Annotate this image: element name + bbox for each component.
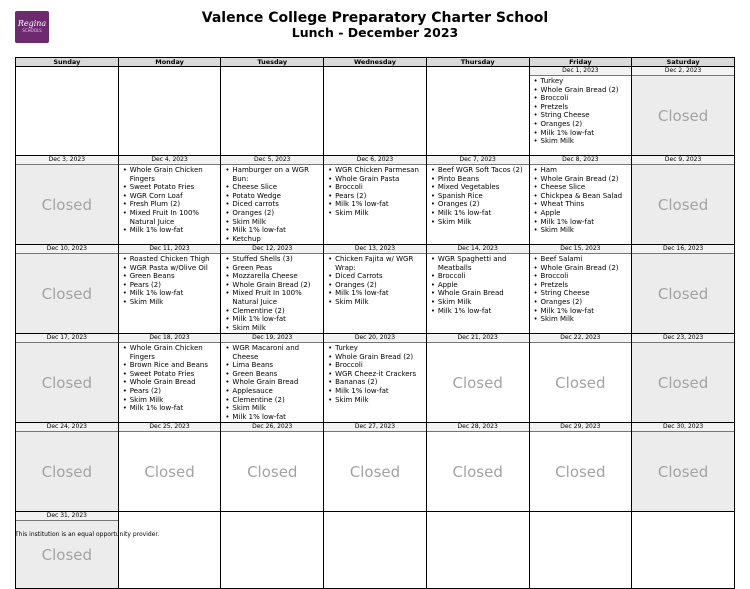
closed-label: Closed	[657, 373, 709, 392]
menu-item: • WGR Spaghetti and Meatballs	[430, 255, 529, 272]
menu-item: • Whole Grain Chicken Fingers	[122, 344, 221, 361]
closed-label: Closed	[247, 462, 298, 481]
menu-item: • Milk 1% low-fat	[533, 307, 632, 316]
menu-item: • Brown Rice and Beans	[122, 361, 221, 370]
menu-body	[119, 165, 221, 244]
weekday-sunday: Sunday	[16, 58, 119, 67]
menu-item: • Milk 1% low-fat	[224, 315, 323, 324]
menu-item: • WGR Cheez-it Crackers	[327, 370, 426, 379]
menu-item: • Mixed Fruit In 100% Natural Juice	[122, 209, 221, 226]
menu-body	[324, 165, 426, 244]
menu-item: • Whole Grain Bread	[122, 378, 221, 387]
closed-label: Closed	[452, 373, 503, 392]
empty-day-cell	[324, 67, 427, 156]
menu-body	[530, 76, 632, 155]
day-cell	[221, 156, 324, 245]
menu-item: • Fresh Plum (2)	[122, 200, 221, 209]
closed-label: Closed	[41, 462, 93, 481]
menu-item: • Apple	[533, 209, 632, 218]
day-date: Dec 13, 2023	[324, 245, 426, 254]
menu-body	[119, 343, 221, 422]
day-date: Dec 14, 2023	[427, 245, 529, 254]
closed-day	[16, 254, 118, 333]
day-date: Dec 15, 2023	[530, 245, 632, 254]
closed-day	[119, 432, 221, 511]
week-row	[16, 512, 735, 589]
menu-body	[427, 254, 529, 333]
menu-item: • WGR Chicken Parmesan	[327, 166, 426, 175]
menu-item: • Milk 1% low-fat	[430, 209, 529, 218]
weekday-wednesday: Wednesday	[324, 58, 427, 67]
page-title: Valence College Preparatory Charter School	[201, 10, 549, 26]
empty-day-cell	[118, 67, 221, 156]
menu-body	[530, 165, 632, 244]
menu-item: • Mozzarella Cheese	[224, 272, 323, 281]
menu-item: • Wheat Thins	[533, 200, 632, 209]
day-date: Dec 9, 2023	[632, 156, 734, 165]
menu-item: • Whole Grain Bread (2)	[533, 175, 632, 184]
menu-item: • Pretzels	[533, 281, 632, 290]
empty-day-cell	[221, 67, 324, 156]
closed-day	[632, 254, 734, 333]
menu-item: • Oranges (2)	[533, 298, 632, 307]
day-date: Dec 24, 2023	[16, 423, 118, 432]
menu-body	[427, 165, 529, 244]
day-date: Dec 17, 2023	[16, 334, 118, 343]
menu-list	[427, 254, 529, 315]
menu-item: • Oranges (2)	[224, 209, 323, 218]
menu-item: • Broccoli	[327, 183, 426, 192]
menu-body	[324, 254, 426, 333]
menu-item: • Whole Grain Bread (2)	[327, 353, 426, 362]
closed-day	[16, 343, 118, 422]
menu-item: • Sweet Potato Fries	[122, 183, 221, 192]
closed-label: Closed	[41, 284, 93, 303]
day-cell	[529, 334, 632, 423]
weekday-friday: Friday	[529, 58, 632, 67]
menu-item: • Hamburger on a WGR Bun:	[224, 166, 323, 183]
closed-day	[427, 343, 529, 422]
day-date: Dec 8, 2023	[530, 156, 632, 165]
weekday-monday: Monday	[118, 58, 221, 67]
logo-subtext: SCHOOLS	[22, 28, 42, 33]
empty-day-cell	[529, 512, 632, 589]
menu-list	[119, 165, 221, 235]
menu-item: • Cheese Slice	[224, 183, 323, 192]
day-cell	[324, 423, 427, 512]
menu-item: • Milk 1% low-fat	[122, 226, 221, 235]
menu-item: • Skim Milk	[224, 404, 323, 413]
menu-item: • Chicken Fajita w/ WGR Wrap:	[327, 255, 426, 272]
menu-list	[324, 165, 426, 218]
menu-item: • Green Beans	[224, 370, 323, 379]
day-cell	[426, 334, 529, 423]
day-cell	[118, 334, 221, 423]
menu-item: • Lima Beans	[224, 361, 323, 370]
day-date: Dec 22, 2023	[530, 334, 632, 343]
menu-item: • Turkey	[327, 344, 426, 353]
day-cell	[16, 512, 119, 589]
day-cell	[426, 245, 529, 334]
day-cell	[632, 334, 735, 423]
day-cell	[221, 245, 324, 334]
menu-item: • Milk 1% low-fat	[327, 387, 426, 396]
menu-item: • Skim Milk	[533, 137, 632, 146]
menu-item: • Whole Grain Bread	[224, 378, 323, 387]
closed-label: Closed	[657, 284, 709, 303]
day-cell	[632, 67, 735, 156]
menu-item: • Milk 1% low-fat	[224, 226, 323, 235]
day-date: Dec 3, 2023	[16, 156, 118, 165]
day-cell	[16, 334, 119, 423]
day-date: Dec 25, 2023	[119, 423, 221, 432]
closed-label: Closed	[41, 195, 93, 214]
menu-body	[119, 254, 221, 333]
menu-item: • Skim Milk	[122, 298, 221, 307]
day-cell	[632, 245, 735, 334]
week-row	[16, 67, 735, 156]
closed-day	[632, 165, 734, 244]
day-cell	[16, 423, 119, 512]
day-date: Dec 7, 2023	[427, 156, 529, 165]
empty-day-cell	[426, 67, 529, 156]
menu-item: • Skim Milk	[430, 298, 529, 307]
menu-item: • Beef Salami	[533, 255, 632, 264]
day-date: Dec 28, 2023	[427, 423, 529, 432]
menu-list	[530, 254, 632, 324]
day-date: Dec 20, 2023	[324, 334, 426, 343]
menu-item: • Spanish Rice	[430, 192, 529, 201]
day-date: Dec 31, 2023	[16, 512, 118, 521]
menu-item: • Whole Grain Pasta	[327, 175, 426, 184]
menu-item: • Milk 1% low-fat	[224, 413, 323, 422]
day-cell	[632, 156, 735, 245]
menu-item: • Skim Milk	[327, 396, 426, 405]
menu-item: • Broccoli	[327, 361, 426, 370]
menu-list	[324, 343, 426, 404]
weekday-thursday: Thursday	[426, 58, 529, 67]
empty-day-cell	[324, 512, 427, 589]
menu-item: • Broccoli	[533, 272, 632, 281]
day-date: Dec 30, 2023	[632, 423, 734, 432]
menu-item: • Broccoli	[533, 94, 632, 103]
menu-body	[324, 343, 426, 422]
menu-item: • Skim Milk	[224, 218, 323, 227]
menu-item: • Whole Grain Bread (2)	[533, 264, 632, 273]
closed-day	[632, 343, 734, 422]
day-cell	[324, 334, 427, 423]
day-date: Dec 27, 2023	[324, 423, 426, 432]
weekday-tuesday: Tuesday	[221, 58, 324, 67]
day-date: Dec 2, 2023	[632, 67, 734, 76]
day-date: Dec 16, 2023	[632, 245, 734, 254]
menu-item: • Potato Wedge	[224, 192, 323, 201]
weekday-saturday: Saturday	[632, 58, 735, 67]
menu-item: • Apple	[430, 281, 529, 290]
closed-day	[16, 165, 118, 244]
day-cell	[118, 156, 221, 245]
menu-item: • Pears (2)	[327, 192, 426, 201]
menu-item: • Ketchup	[224, 235, 323, 244]
day-cell	[221, 334, 324, 423]
menu-item: • Pretzels	[533, 103, 632, 112]
menu-item: • Milk 1% low-fat	[533, 218, 632, 227]
menu-item: • WGR Pasta w/Olive Oil	[122, 264, 221, 273]
menu-item: • Roasted Chicken Thigh	[122, 255, 221, 264]
menu-item: • Clementine (2)	[224, 307, 323, 316]
menu-item: • Whole Grain Bread (2)	[533, 86, 632, 95]
week-row	[16, 334, 735, 423]
menu-list	[530, 165, 632, 235]
menu-body	[221, 343, 323, 422]
day-date: Dec 1, 2023	[530, 67, 632, 76]
menu-item: • Whole Grain Bread (2)	[224, 281, 323, 290]
menu-item: • Chickpea & Bean Salad	[533, 192, 632, 201]
day-date: Dec 5, 2023	[221, 156, 323, 165]
calendar-body	[16, 67, 735, 589]
day-date: Dec 19, 2023	[221, 334, 323, 343]
closed-label: Closed	[555, 462, 606, 481]
menu-item: • Mixed Fruit In 100% Natural Juice	[224, 289, 323, 306]
day-date: Dec 6, 2023	[324, 156, 426, 165]
menu-item: • Sweet Potato Fries	[122, 370, 221, 379]
menu-item: • Milk 1% low-fat	[327, 200, 426, 209]
menu-list	[221, 165, 323, 243]
menu-item: • Diced carrots	[224, 200, 323, 209]
menu-body	[221, 254, 323, 333]
menu-item: • Beef WGR Soft Tacos (2)	[430, 166, 529, 175]
day-date: Dec 11, 2023	[119, 245, 221, 254]
menu-list	[427, 165, 529, 226]
closed-label: Closed	[657, 195, 709, 214]
day-cell	[632, 423, 735, 512]
menu-list	[119, 254, 221, 307]
closed-label: Closed	[452, 462, 503, 481]
day-cell	[324, 156, 427, 245]
closed-label: Closed	[41, 545, 93, 564]
menu-item: • Skim Milk	[533, 226, 632, 235]
menu-item: • Skim Milk	[533, 315, 632, 324]
menu-item: • Diced Carrots	[327, 272, 426, 281]
page-subtitle: Lunch - December 2023	[291, 25, 459, 40]
empty-day-cell	[221, 512, 324, 589]
closed-day	[632, 76, 734, 155]
weekday-header-row	[16, 58, 735, 67]
menu-item: • Skim Milk	[224, 324, 323, 333]
day-cell	[529, 245, 632, 334]
menu-list	[530, 76, 632, 146]
closed-day	[530, 343, 632, 422]
footer-note: This institution is an equal opportunity provider.	[15, 531, 160, 538]
day-cell	[426, 156, 529, 245]
lunch-calendar	[15, 57, 735, 589]
closed-label: Closed	[555, 373, 606, 392]
menu-item: • Applesauce	[224, 387, 323, 396]
closed-label: Closed	[41, 373, 93, 392]
empty-day-cell	[632, 512, 735, 589]
week-row	[16, 156, 735, 245]
day-date: Dec 26, 2023	[221, 423, 323, 432]
menu-item: • Green Beans	[122, 272, 221, 281]
menu-item: • WGR Macaroni and Cheese	[224, 344, 323, 361]
empty-day-cell	[118, 512, 221, 589]
day-cell	[16, 156, 119, 245]
menu-item: • Milk 1% low-fat	[430, 307, 529, 316]
menu-item: • String Cheese	[533, 289, 632, 298]
menu-body	[530, 254, 632, 333]
menu-item: • Ham	[533, 166, 632, 175]
closed-label: Closed	[657, 462, 709, 481]
day-cell	[16, 245, 119, 334]
menu-item: • Whole Grain Bread	[430, 289, 529, 298]
menu-list	[324, 254, 426, 307]
menu-item: • String Cheese	[533, 111, 632, 120]
menu-item: • Pinto Beans	[430, 175, 529, 184]
day-cell	[529, 156, 632, 245]
menu-list	[221, 343, 323, 421]
day-date: Dec 12, 2023	[221, 245, 323, 254]
menu-item: • Broccoli	[430, 272, 529, 281]
day-cell	[529, 423, 632, 512]
menu-item: • Cheese Slice	[533, 183, 632, 192]
day-cell	[426, 423, 529, 512]
closed-day	[427, 432, 529, 511]
menu-item: • Bananas (2)	[327, 378, 426, 387]
closed-label: Closed	[144, 462, 195, 481]
menu-item: • Stuffed Shells (3)	[224, 255, 323, 264]
day-date: Dec 21, 2023	[427, 334, 529, 343]
menu-item: • Green Peas	[224, 264, 323, 273]
menu-item: • Milk 1% low-fat	[327, 289, 426, 298]
menu-item: • Oranges (2)	[533, 120, 632, 129]
menu-item: • Milk 1% low-fat	[122, 404, 221, 413]
day-cell	[221, 423, 324, 512]
day-cell	[118, 423, 221, 512]
menu-item: • Oranges (2)	[430, 200, 529, 209]
menu-item: • Pears (2)	[122, 281, 221, 290]
menu-item: • Pears (2)	[122, 387, 221, 396]
closed-day	[632, 432, 734, 511]
menu-item: • Skim Milk	[327, 209, 426, 218]
day-date: Dec 29, 2023	[530, 423, 632, 432]
closed-day	[530, 432, 632, 511]
day-date: Dec 4, 2023	[119, 156, 221, 165]
day-date: Dec 10, 2023	[16, 245, 118, 254]
closed-label: Closed	[657, 106, 709, 125]
week-row	[16, 245, 735, 334]
day-cell	[529, 67, 632, 156]
day-date: Dec 18, 2023	[119, 334, 221, 343]
menu-item: • Skim Milk	[430, 218, 529, 227]
menu-item: • Mixed Vegetables	[430, 183, 529, 192]
menu-item: • Skim Milk	[122, 396, 221, 405]
day-cell	[324, 245, 427, 334]
menu-item: • Turkey	[533, 77, 632, 86]
menu-item: • Skim Milk	[327, 298, 426, 307]
menu-body	[221, 165, 323, 244]
menu-list	[221, 254, 323, 332]
menu-item: • Oranges (2)	[327, 281, 426, 290]
closed-day	[221, 432, 323, 511]
menu-list	[119, 343, 221, 413]
closed-label: Closed	[349, 462, 401, 481]
day-date: Dec 23, 2023	[632, 334, 734, 343]
empty-day-cell	[426, 512, 529, 589]
menu-item: • Whole Grain Chicken Fingers	[122, 166, 221, 183]
menu-item: • WGR Corn Loaf	[122, 192, 221, 201]
week-row	[16, 423, 735, 512]
closed-day	[324, 432, 426, 511]
empty-day-cell	[16, 67, 119, 156]
logo-text: Regina	[17, 19, 47, 28]
closed-day	[16, 432, 118, 511]
day-cell	[118, 245, 221, 334]
menu-item: • Milk 1% low-fat	[122, 289, 221, 298]
menu-item: • Milk 1% low-fat	[533, 129, 632, 138]
menu-item: • Clementine (2)	[224, 396, 323, 405]
